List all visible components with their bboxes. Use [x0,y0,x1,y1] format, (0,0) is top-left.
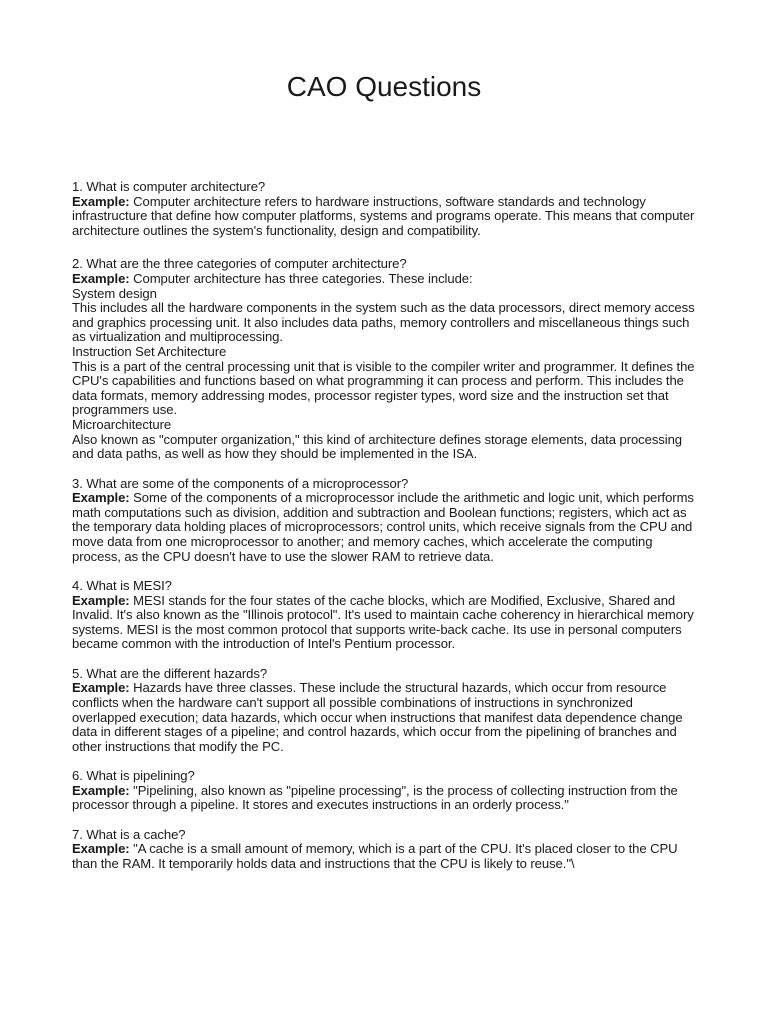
answer-paragraph [72,272,698,287]
question-text: 3. What are some of the components of a microprocessor? [72,475,409,491]
question-text: 1. What is computer architecture? [72,179,266,194]
answer-text: "Pipelining, also known as "pipeline processing", is the process of collecting instruction from the processor through a pipeline. It stores and executes instructions in an orderly process." [72,782,678,813]
question-block-5 [72,667,698,755]
question-block-6 [72,769,698,813]
answer-paragraph [72,842,698,871]
subsection-heading: Microarchitecture [72,416,172,432]
answer-text: "A cache is a small amount of memory, which is a part of the CPU. It's placed closer to the CPU than the RAM. It temporarily holds data and instructions that the CPU is likely to reuse."\ [72,841,678,871]
question-block-7 [72,828,698,872]
question-block-4 [72,579,698,652]
page-title: CAO Questions [286,71,482,102]
answer-paragraph [72,491,698,564]
subsection-heading: System design [72,285,157,301]
question-block-2 [72,257,698,461]
question-block-3 [72,477,698,565]
subsection-text: This is a part of the central processing unit that is visible to the compiler writer and programmer. It defines the CPU's capabilities and functions based on what programming it can process and perform. This includes the data formats, memory addressing modes, processor register types, word size and the instruction set that programmers use. [72,358,695,418]
example-label: Example: [72,193,130,209]
question-text: 4. What is MESI? [72,578,172,594]
answer-text: MESI stands for the four states of the cache blocks, which are Modified, Exclusive, Shared and Invalid. It's also known as the "Illinois protocol". It's used to maintain cache coherency in hierarchical memory systems. MESI is the most common protocol that supports write-back cache. Its use in personal computers became common with the introduction of Intel's Pentium processor. [72,592,694,652]
answer-paragraph [72,681,698,754]
answer-paragraph [72,784,698,813]
answer-text: Computer architecture has three categories. These include: [133,270,473,286]
question-text: 6. What is pipelining? [72,768,195,784]
answer-text: Hazards have three classes. These include the structural hazards, which occur from resource conflicts when the hardware can't support all possible combinations of instructions in synchronized overlapped execution; data hazards, which occur when instructions that manifest data dependence change data in different stages of a pipeline; and control hazards, which occur from the pipelining of branches and other instructions that modify the PC. [72,680,683,754]
subsection-text: Also known as "computer organization," this kind of architecture defines storage elements, data processing and data paths, as well as how they should be implemented in the ISA. [72,431,683,462]
question-text: 7. What is a cache? [72,826,186,842]
example-label: Example: [72,270,130,286]
example-label: Example: [72,680,130,696]
example-label: Example: [72,782,130,798]
subsection-text: This includes all the hardware components in the system such as the data processors, direct memory access and graphics processing unit. It also includes data paths, memory controllers and miscellaneous things such as virtualization and multiprocessing. [72,300,695,345]
answer-paragraph [72,195,698,239]
document-body [72,180,698,886]
question-text: 5. What are the different hazards? [72,665,268,681]
answer-text: Some of the components of a microprocessor include the arithmetic and logic unit, which performs math computations such as division, addition and subtraction and Boolean functions; registers, which act as the temporary data holding places of microprocessors; control units, which receive signals from the CPU and move data from one microprocessor to another; and memory caches, which accelerate the computing process, as the CPU doesn't have to use the slower RAM to retrieve data. [72,490,694,564]
subsection-heading: Instruction Set Architecture [72,343,227,359]
answer-text: Computer architecture refers to hardware instructions, software standards and technology infrastructure that define how computer platforms, systems and programs operate. This means that computer architecture outlines the system's functionality, design and compatibility. [72,193,695,238]
example-label: Example: [72,592,130,608]
example-label: Example: [72,841,130,857]
question-block-1 [72,180,698,238]
question-text: 2. What are the three categories of computer architecture? [72,256,407,272]
example-label: Example: [72,490,130,506]
answer-paragraph [72,594,698,652]
